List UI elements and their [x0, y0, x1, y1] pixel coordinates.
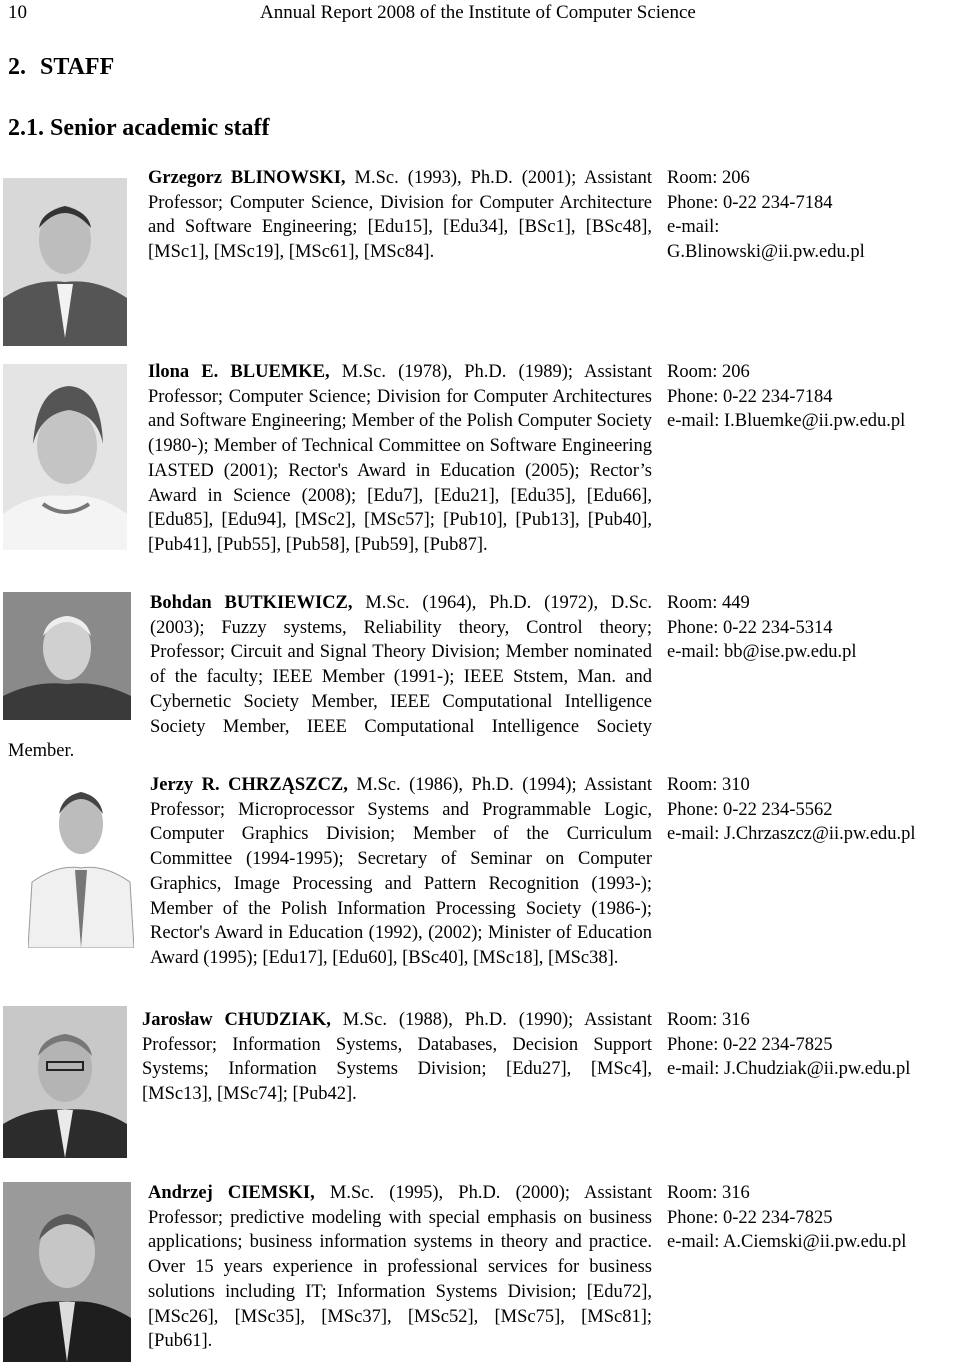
staff-name: Jarosław CHUDZIAK, — [142, 1010, 331, 1030]
staff-description: M.Sc. (1995), Ph.D. (2000); Assistant Professor; predictive modeling with special emphasis on business applications; business information systems in theory and practice. Over 15 years experience in professional services for business solutions including IT; Information Systems Division; [Edu72], [MSc26], [MSc35], [MSc37], [MSc52], [MSc75], [MSc81]; [Pub61]. — [148, 1183, 652, 1352]
phone-number: Phone: 0-22 234-5314 — [667, 617, 833, 638]
staff-description: M.Sc. (1978), Ph.D. (1989); Assistant Professor; Computer Science; Division for Computer Architectures and Software Engineering; Member of the Polish Computer Society (1980-); Member of Technical Committee on Software Engineering IASTED (2001); Rector's Award in Education (2005); Rector’s Award in Science (2008); [Edu7], [Edu21], [Edu35], [Edu66], [Edu85], [Edu94], [MSc2], [MSc57]; [Pub10], [Pub13], [Pub40], [Pub41], [Pub55], [Pub58], [Pub59], [Pub87]. — [148, 362, 652, 555]
staff-entry — [8, 773, 652, 971]
subsection-number: 2.1. — [8, 115, 44, 141]
phone-number: Phone: 0-22 234-7825 — [667, 1034, 833, 1055]
room-number: Room: 316 — [667, 1183, 750, 1203]
staff-contact — [667, 360, 957, 434]
staff-description: M.Sc. (1993), Ph.D. (2001); Assistant Professor; Computer Science, Division for Computer Architecture and Software Engineering; [Edu15], [Edu34], [BSc1], [BSc48], [MSc1], [MSc19], [MSc61], [MSc84]. — [148, 168, 653, 263]
room-number: Room: 316 — [667, 1010, 750, 1030]
staff-entry — [8, 1008, 652, 1158]
staff-name: Bohdan BUTKIEWICZ, — [150, 593, 353, 613]
page-header — [8, 0, 958, 26]
staff-contact — [667, 1181, 957, 1255]
section-title: STAFF — [40, 54, 115, 80]
running-title: Annual Report 2008 of the Institute of Computer Science — [260, 2, 696, 23]
staff-name: Jerzy R. CHRZĄSZCZ, — [150, 775, 348, 795]
subsection-heading — [8, 113, 270, 143]
room-number: Room: 310 — [667, 775, 750, 795]
staff-description: M.Sc. (1988), Ph.D. (1990); Assistant Professor; Information Systems, Databases, Decision Support Systems; Information Systems Division; [Edu27], [MSc4], [MSc13], [MSc74]; [Pub42]. — [142, 1010, 652, 1105]
room-number: Room: 449 — [667, 593, 750, 613]
staff-contact — [667, 1008, 957, 1082]
staff-entry — [8, 360, 652, 558]
phone-number: Phone: 0-22 234-5562 — [667, 799, 833, 820]
section-number: 2. — [8, 54, 26, 80]
email-address[interactable]: e-mail: J.Chudziak@ii.pw.edu.pl — [667, 1059, 911, 1080]
staff-description: M.Sc. (1986), Ph.D. (1994); Assistant Professor; Microprocessor Systems and Programmable Logic, Computer Graphics Division; Member of the Curriculum Committee (1994-1995); Secretary of Seminar on Computer Graphics, Image Processing and Pattern Recognition (1993-); Member of the Polish Information Processing Society (1986-); Rector's Award in Education (1992), (2002); Minister of Education Award (1995); [Edu17], [Edu60], [BSc40], [MSc18], [MSc38]. — [150, 775, 652, 968]
staff-contact — [667, 773, 957, 847]
email-address[interactable]: e-mail: I.Bluemke@ii.pw.edu.pl — [667, 411, 906, 432]
staff-name: Ilona E. BLUEMKE, — [148, 362, 330, 382]
staff-contact — [667, 591, 957, 665]
email-address[interactable]: G.Blinowski@ii.pw.edu.pl — [667, 242, 865, 263]
section-heading — [8, 52, 114, 82]
staff-description: M.Sc. (1964), Ph.D. (1972), D.Sc. (2003); Fuzzy systems, Reliability theory, Control theory; Professor; Circuit and Signal Theory Division; Member nominated of the faculty; IEEE Member (1991-); IEEE Ststem, Man. and Cybernetic Society Member, IEEE Computational Intelligence Society Member, IEEE Computational Intelligence Society Member. — [8, 593, 652, 762]
email-address[interactable]: e-mail: J.Chrzaszcz@ii.pw.edu.pl — [667, 824, 916, 845]
staff-name: Andrzej CIEMSKI, — [148, 1183, 315, 1203]
staff-name: Grzegorz BLINOWSKI, — [148, 168, 346, 188]
room-number: Room: 206 — [667, 362, 750, 382]
email-address[interactable]: e-mail: bb@ise.pw.edu.pl — [667, 642, 857, 663]
staff-entry — [8, 1181, 652, 1361]
phone-number: Phone: 0-22 234-7825 — [667, 1207, 833, 1228]
email-label: e-mail: — [667, 217, 720, 238]
subsection-title: Senior academic staff — [50, 115, 270, 141]
staff-entry — [8, 166, 652, 290]
email-address[interactable]: e-mail: A.Ciemski@ii.pw.edu.pl — [667, 1232, 907, 1253]
staff-entry — [8, 591, 652, 764]
phone-number: Phone: 0-22 234-7184 — [667, 386, 833, 407]
phone-number: Phone: 0-22 234-7184 — [667, 192, 833, 213]
staff-contact — [667, 166, 957, 265]
page-number: 10 — [8, 2, 27, 23]
room-number: Room: 206 — [667, 168, 750, 188]
